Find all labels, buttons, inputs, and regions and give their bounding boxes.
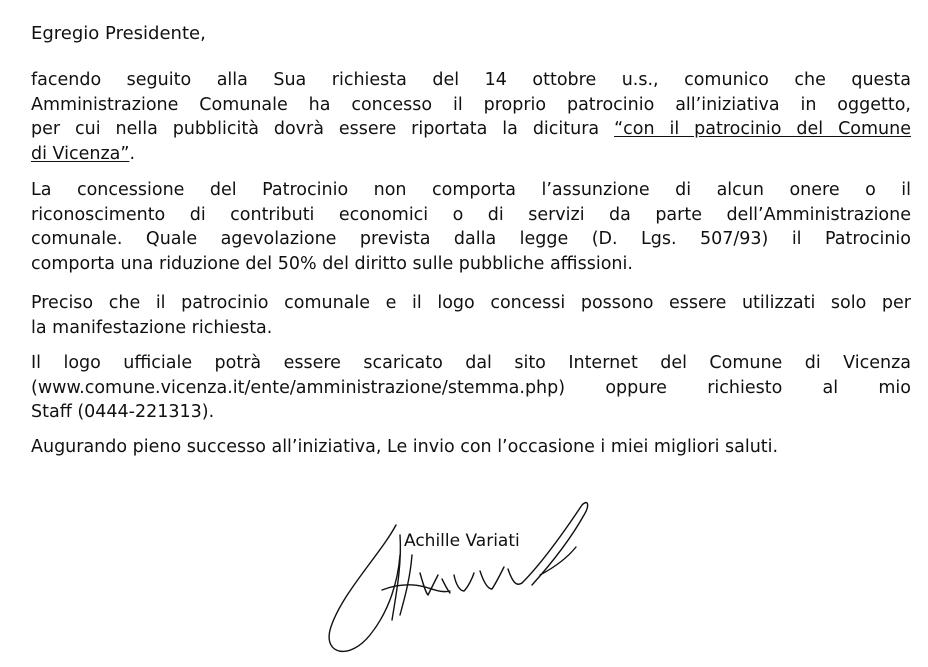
paragraph-line: Il logo ufficiale potrà essere scaricato dal sito Internet del Comune di Vicenza: [31, 353, 911, 373]
paragraph-line: comporta una riduzione del 50% del diritto sulle pubbliche affissioni.: [31, 253, 633, 274]
handwritten-signature: [300, 495, 600, 665]
paragraph-line: La concessione del Patrocinio non comporta l’assunzione di alcun onere o il: [31, 180, 911, 200]
paragraph-line: Augurando pieno successo all’iniziativa, Le invio con l’occasione i miei migliori saluti.: [31, 437, 779, 457]
paragraph-line: [31, 142, 911, 167]
paragraph-line: riconoscimento di contributi economici o di servizi da parte dell’Amministrazione: [31, 204, 911, 225]
line-text: .: [129, 143, 136, 164]
paragraph-line: facendo seguito alla Sua richiesta del 14 ottobre u.s., comunico che questa: [31, 70, 911, 90]
patronage-wording-underlined: “con il patrocinio del Comune: [614, 119, 912, 139]
paragraph-line: (www.comune.vicenza.it/ente/amministrazione/stemma.php) oppure richiesto al mio: [31, 377, 911, 398]
paragraph-line: Amministrazione Comunale ha concesso il proprio patrocinio all’iniziativa in oggetto,: [31, 94, 911, 115]
paragraph-line: la manifestazione richiesta.: [31, 317, 273, 338]
signature-block: [300, 495, 600, 665]
signer-name: Achille Variati: [404, 531, 520, 551]
line-text: per cui nella pubblicità dovrà essere riportata la dicitura: [31, 119, 615, 139]
patronage-wording-underlined-end: di Vicenza”: [31, 143, 130, 164]
paragraph-line: Staff (0444-221313).: [31, 402, 215, 422]
paragraph-request-response: [31, 68, 911, 166]
salutation: Egregio Presidente,: [31, 23, 206, 44]
paragraph-logo-usage: [31, 291, 911, 340]
paragraph-logo-download: [31, 351, 911, 425]
paragraph-patronage-terms: [31, 178, 911, 276]
paragraph-line: comunale. Quale agevolazione prevista dalla legge (D. Lgs. 507/93) il Patrocinio: [31, 229, 911, 249]
paragraph-closing: [31, 435, 911, 460]
paragraph-line: [31, 117, 911, 142]
paragraph-line: Preciso che il patrocinio comunale e il logo concessi possono essere utilizzati solo per: [31, 293, 911, 313]
